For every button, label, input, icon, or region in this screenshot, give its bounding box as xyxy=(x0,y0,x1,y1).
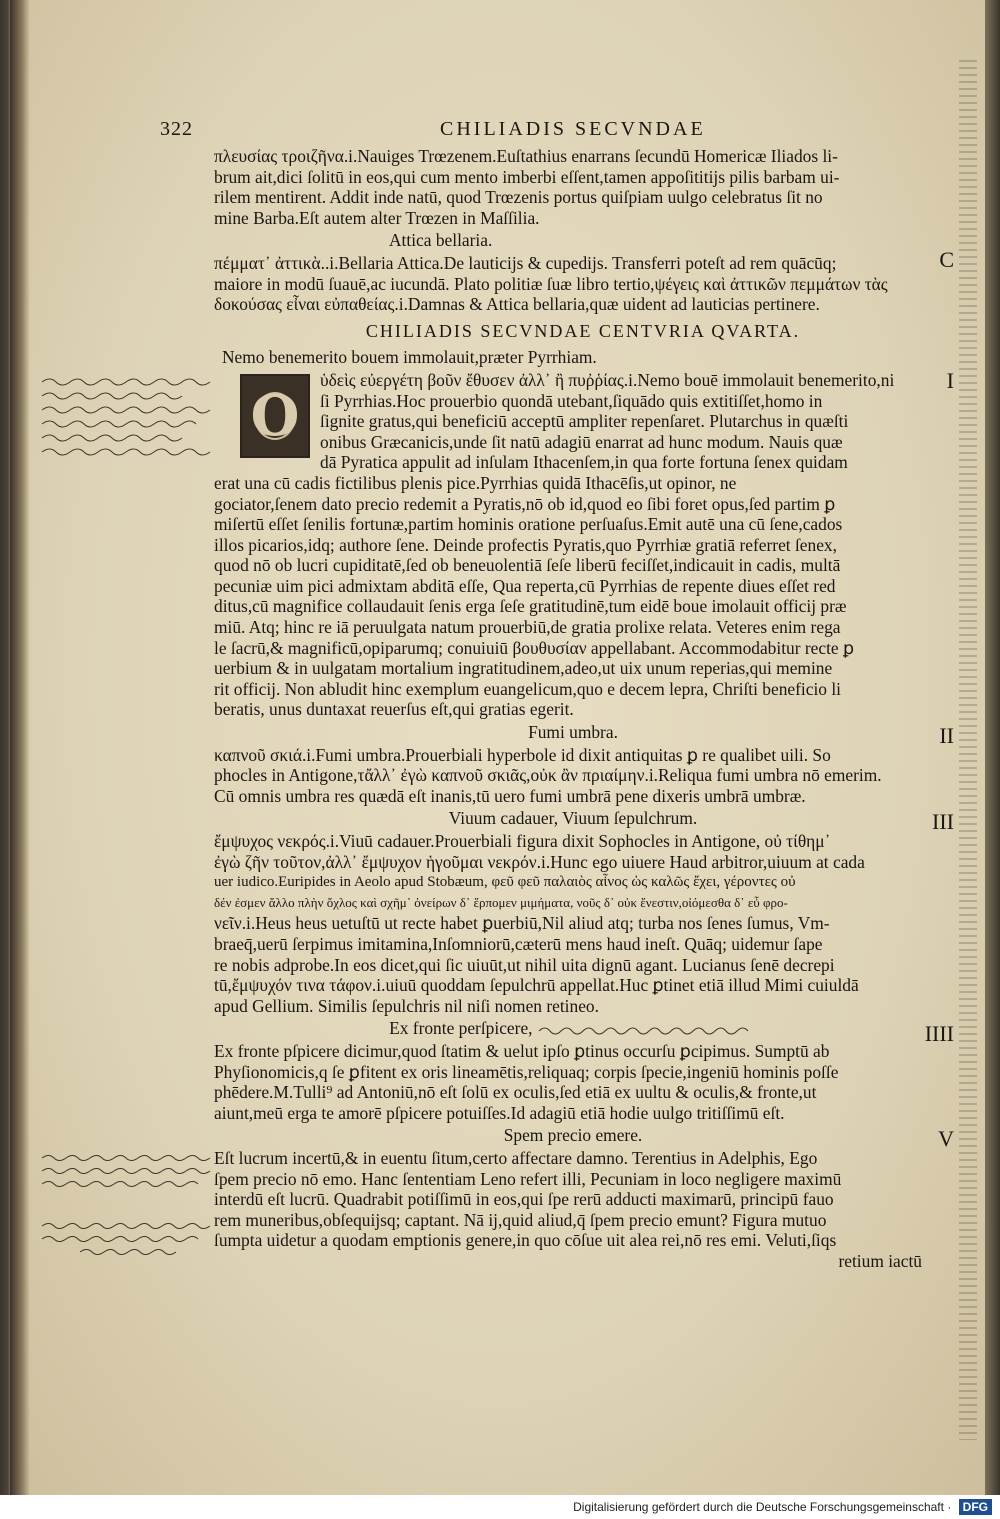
adage-title-text: Ex fronte perſpicere, xyxy=(389,1018,533,1039)
adage-title xyxy=(214,1018,932,1039)
text-line: ſpem precio nō emo. Hanc ſententiam Leno refert illi, Pecuniam in loco negligere maximū xyxy=(214,1168,842,1189)
text-line: Cū omnis umbra res quædā eſt inanis,tū uero fumi umbrā pene dixeris umbrā umbræ. xyxy=(214,785,806,806)
text-line: beratis, unus duntaxat reuerſus eſt,qui gratias egerit. xyxy=(214,699,574,720)
century-title: CHILIADIS SECVNDAE CENTVRIA QVARTA. xyxy=(365,320,801,341)
adage-title: Fumi umbra. xyxy=(528,722,618,743)
adage-title: Attica bellaria. xyxy=(389,230,493,251)
text-line: rem muneribus,obſequijsq; captant. Nā ij,quid aliud,q̄ ſpem precio emunt? Figura mutuo xyxy=(214,1209,827,1230)
text-line: maiore in modū ſuauē,ac iucundā. Plato politiæ ſuæ libro tertio,ψέγεις καὶ ἀττικῶν πεμμάτων τὰς xyxy=(214,273,888,294)
text-line: erat una cū cadis fictilibus plenis pice.Pyrrhias quidā Ithacēſis,ut opinor, ne xyxy=(214,472,737,493)
text-line: Phyſionomicis,q ſe ꝑfitent ex oris lineamētis,reliquaq; corpis ſpecie,ingeniū hominis poſſe xyxy=(214,1061,839,1082)
book-page xyxy=(10,0,985,1495)
adage-title: Nemo benemerito bouem immolauit,præter Pyrrhiam. xyxy=(222,347,597,368)
running-head: CHILIADIS SECVNDAE xyxy=(440,118,706,140)
text-line: ſi Pyrrhias.Hoc prouerbio quondā utebant,ſiquādo quis extitiſſet,homo in xyxy=(320,390,823,411)
catchword: retium iactū xyxy=(838,1250,922,1271)
text-line: ſignite gratus,qui beneficiū acceptū ampliter repenſaret. Plutarchus in quæſti xyxy=(320,411,849,432)
text-line: apud Gellium. Similis ſepulchris nil niſi nomen retineo. xyxy=(214,995,599,1016)
adage-title: Spem precio emere. xyxy=(503,1125,643,1146)
text-line: mine Barba.Eſt autem alter Trœzen in Maſſilia. xyxy=(214,207,540,228)
page-gutter xyxy=(10,0,30,1495)
text-line: ἐγὼ ζῆν τοῦτον,ἀλλ᾽ ἔμψυχον ἡγοῦμαι νεκρόν.i.Hunc ego uiuere Haud arbitror,uiuum at cada xyxy=(214,851,865,872)
text-line: gociator,ſenem dato precio redemit a Pyratis,nō ob id,quod eo ſibi foret opus,ſed partim ꝑ xyxy=(214,493,836,514)
text-line: phēdere.M.Tulli⁹ ad Antoniū,nō eſt ſolū ex oculis,ſed etiā ex uultu & oculis,& fronte,ut xyxy=(214,1082,817,1103)
entry-2 xyxy=(214,722,954,806)
text-line: miū. Atq; hinc re iā peruulgata natum prouerbiū,de gratia prolixe relata. Veteres enim rega xyxy=(214,617,841,638)
text-line: brum ait,dici ſolitū in eos,qui cum mento imberbi eſſent,tamen appoſititijs pilis barbam ui- xyxy=(214,166,840,187)
text-line: tū,ἔμψυχόν τινα τάφον.i.uiuū quoddam ſepulchrū appellat.Huc ꝑtinet etiā illud Mimi cuiuldā xyxy=(214,975,859,996)
text-line: le ſacrū,& magnificū,opiparumq; conuiuiū βουθυσίαν appellabant. Accommodabitur recte ꝑ xyxy=(214,637,855,658)
text-line: δέν ἐσμεν ἄλλο πλὴν ὄχλος καὶ σχῆμ᾽ ὀνείρων δ᾽ ἕρπομεν μιμήματα, νοῦς δ᾽ οὐκ ἔνεστιν,οἰόμεσθα δ᾽ εὖ φρο- xyxy=(214,894,788,910)
text-line: Eſt lucrum incertū,& in euentu ſitum,certo affectare damno. Terentius in Adelphis, Ego xyxy=(214,1147,818,1168)
text-line: phocles in Antigone,τἄλλ᾽ ἐγὼ καπνοῦ σκιᾶς,οὐκ ἂν πριαίμην.i.Reliqua fumi umbra nō emerim. xyxy=(214,765,882,786)
text-line: rit officij. Non abludit hinc exemplum euangelicum,quo e decem lepra, Chriſti beneficio li xyxy=(214,678,842,699)
text-line: πέμματ᾽ ἀττικὰ..i.Bellaria Attica.De lauticijs & cupedijs. Transferri poteſt ad rem quācūq; xyxy=(214,252,837,273)
text-line: rilem mentirent. Addit inde natū, quod Trœzenis portus quiſpiam uulgo celebratus ſit no xyxy=(214,187,823,208)
entry-5 xyxy=(214,1125,954,1271)
margin-letter: C xyxy=(939,247,954,273)
text-line: re nobis adprobe.In eos dicet,qui ſic uiuūt,ut nihil uita dignū agant. Lucianus ſenē decrepi xyxy=(214,954,835,975)
decorated-initial xyxy=(240,374,310,458)
text-line: interdū eſt lucrū. Quadrabit potiſſimū in eos,qui ſpe rerū adducti maximarū, principū fauo xyxy=(214,1189,834,1210)
entry-4 xyxy=(214,1018,954,1123)
text-line: illos picarios,idq; authore ſene. Deinde profectis Pyratis,quo Pyrrhiæ gratiā referret ſenex, xyxy=(214,534,837,555)
digitization-footer xyxy=(0,1495,1000,1519)
text-line: uer iudico.Euripides in Aeolo apud Stobæum, φεῦ φεῦ παλαιὸς αἶνος ὡς καλῶς ἔχει, γέροντες οὐ xyxy=(214,874,796,891)
handwritten-marginal-note xyxy=(40,1150,220,1194)
adage-numeral: III xyxy=(932,809,954,835)
text-line: dā Pyratica appulit ad inſulam Ithacenſem,in qua forte fortuna ſenex quidam xyxy=(320,452,848,473)
page-edge-shadow xyxy=(959,60,977,1440)
text-line: ditus,cū magnifice collaudauit ſenis erga ſeſe gratitudinē,tum eidē boue imolauit officij præ xyxy=(214,596,847,617)
text-line: quod nō ob lucri cupiditatē,ſed ob beneuolentiā ſeſe liberū feciſſet,indicauit in cadis, multā xyxy=(214,555,841,576)
text-line: braeq̄,uerū ſerpimus imitamina,Inſomniorū,cæterū mens haud ineſt. Quāq; uidemur ſape xyxy=(214,933,823,954)
entry-attica xyxy=(214,230,954,315)
handwritten-marginal-note xyxy=(40,1218,220,1264)
handwritten-marginal-note xyxy=(40,374,235,473)
adage-numeral: I xyxy=(946,368,954,394)
text-line: ἔμψυχος νεκρός.i.Viuū cadauer.Prouerbiali figura dixit Sophocles in Antigone, οὐ τίθημ᾽ xyxy=(214,831,831,851)
text-line: δοκούσας εἶναι εὐπαθείας.i.Damnas & Attica bellaria,quæ uident ad lauticias pertinere. xyxy=(214,294,820,315)
text-line: onibus Græcanicis,unde ſit natū adagiū enarrat ad hunc modum. Nauis quæ xyxy=(320,431,843,452)
text-line: Ex fronte pſpicere dicimur,quod ſtatim & uelut ipſo ꝑtinus occurſu ꝑcipimus. Sumptū ab xyxy=(214,1040,830,1061)
page-header xyxy=(160,118,940,148)
text-line: καπνοῦ σκιά.i.Fumi umbra.Prouerbiali hyperbole id dixit antiquitas ꝑ re qualibet uili. So xyxy=(214,744,831,765)
text-line: miſertū eſſet ſenilis fortunæ,partim hominis oratione perſuaſus.Emit autē una cū ſene,cados xyxy=(214,514,843,535)
dfg-logo: DFG xyxy=(959,1499,992,1515)
text-line: ὑδεὶς εὐεργέτη βοῦν ἔθυσεν ἀλλ᾽ ἢ πυῤῥίας.i.Nemo bouē immolauit benemerito,ni xyxy=(320,369,895,390)
text-line: aiunt,meū erga te amorē pſpicere potuiſſes.Id adagiū etiā hodie uulgo tritiſſimū eſt. xyxy=(214,1102,785,1123)
text-line: πλευσίας τροιζῆνα.i.Nauiges Trœzenem.Euſtathius enarrans ſecundū Homericæ Iliados li- xyxy=(214,146,838,166)
adage-title: Viuum cadauer, Viuum ſepulchrum. xyxy=(448,808,698,829)
main-text xyxy=(214,146,954,1271)
entry-3 xyxy=(214,808,954,1016)
text-line: νεῖν.i.Heus heus uetuſtū ut recte habet ꝑuerbiū,Nil aliud atq; turba nos ſenes ſumus, Vm- xyxy=(214,913,830,934)
entry-1 xyxy=(214,347,954,720)
funding-notice: Digitalisierung gefördert durch die Deutsche Forschungsgemeinschaft xyxy=(573,1500,944,1514)
separator: · xyxy=(943,1500,955,1514)
initial-letter: O xyxy=(250,382,300,449)
entry-troezen xyxy=(214,146,932,228)
adage-numeral: V xyxy=(938,1126,954,1152)
text-line: pecuniæ uim pici admixtam abditā eſſe, Qua reperta,cū Pyrrhias de repente diues eſſet red xyxy=(214,575,836,596)
adage-numeral: IIII xyxy=(924,1021,954,1047)
handwritten-annotation xyxy=(537,1023,757,1037)
adage-numeral: II xyxy=(939,723,954,749)
text-line: ſumpta uidetur a quodam emptionis genere,in quo cōſue uit alea rei,nō res emi. Veluti,ſiqs xyxy=(214,1230,837,1251)
page-number: 322 xyxy=(160,118,193,140)
text-line: uerbium & in uulgatam mortalium ingratitudinem,adeo,ut uix unum reperias,qui memine xyxy=(214,658,833,679)
